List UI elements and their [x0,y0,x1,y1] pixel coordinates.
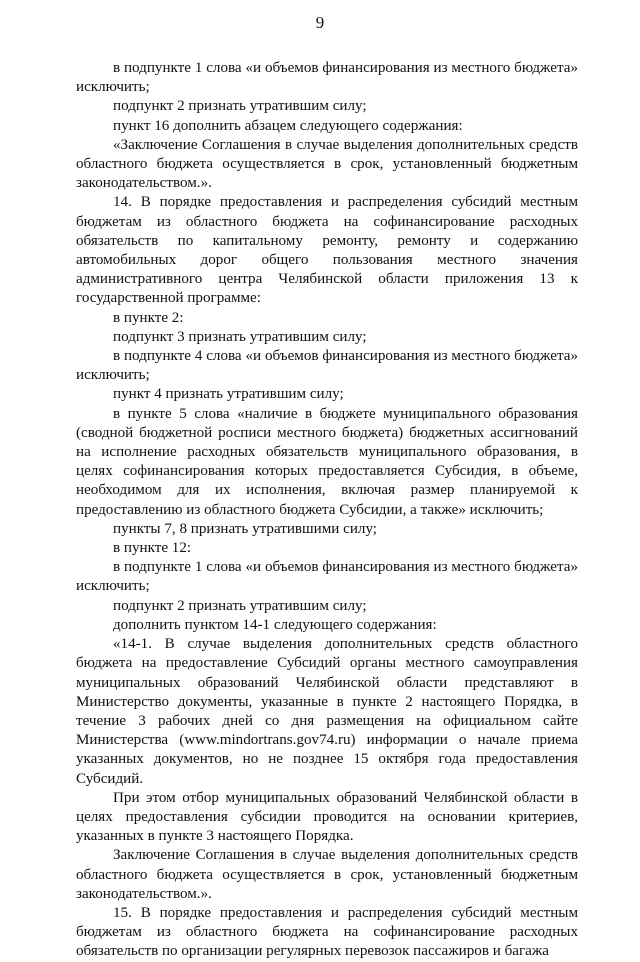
paragraph: в подпункте 1 слова «и объемов финансирования из местного бюджета» исключить; [76,60,578,96]
paragraph: в пункте 5 слова «наличие в бюджете муниципального образования (сводной бюджетной росписи местного бюджета) бюджетных ассигнований на исполнение расходных обязательств муниципального образования, в целях софинансирования которых предоставляется Субсидия, в объеме, необходимом для их исполнения, включая размер планируемой к предоставлению из областного бюджета Субсидии, а также» исключить; [76,405,578,518]
document-body [76,59,578,962]
paragraph: в пункте 12: [113,540,192,557]
paragraph: пункт 4 признать утратившим силу; [113,386,344,403]
paragraph: в подпункте 4 слова «и объемов финансирования из местного бюджета» исключить; [76,348,578,384]
paragraph: При этом отбор муниципальных образований Челябинской области в целях предоставления субсидии проводится на основании критериев, указанных в пункте 3 настоящего Порядка. [76,789,578,845]
paragraph: «14-1. В случае выделения дополнительных средств областного бюджета на предоставление Субсидий органы местного самоуправления муниципальных образований Челябинской области представляют в Министерство документы, указанные в пункте 2 настоящего Порядка, в течение 3 рабочих дней со дня размещения на официальном сайте Министерства (www.mindortrans.gov74.ru) информации о начале приема указанных документов, но не позднее 15 октября года предоставления Субсидий. [76,636,578,787]
paragraph: «Заключение Соглашения в случае выделения дополнительных средств областного бюджета осуществляется в срок, установленный бюджетным законодательством.». [76,136,578,192]
paragraph: 15. В порядке предоставления и распределения субсидий местным бюджетам из областного бюджета на софинансирование расходных обязательств по организации регулярных перевозок пассажиров и багажа [76,904,578,960]
paragraph: дополнить пунктом 14-1 следующего содержания: [113,616,437,633]
paragraph: в подпункте 1 слова «и объемов финансирования из местного бюджета» исключить; [76,559,578,595]
paragraph: Заключение Соглашения в случае выделения дополнительных средств областного бюджета осуществляется в срок, установленный бюджетным законодательством.». [76,847,578,902]
paragraph: подпункт 2 признать утратившим силу; [113,597,367,614]
paragraph: подпункт 3 признать утратившим силу; [113,328,367,345]
paragraph: 14. В порядке предоставления и распределения субсидий местным бюджетам из областного бюджета на софинансирование расходных обязательств по капитальному ремонту, ремонту и содержанию автомобильных дорог общего пользования местного значения административного центра Челябинской области приложения 13 к государственной программе: [76,194,578,307]
page-number: 9 [315,13,325,32]
paragraph: пункт 16 дополнить абзацем следующего содержания: [113,117,463,134]
paragraph: подпункт 2 признать утратившим силу; [113,98,367,115]
paragraph: в пункте 2: [113,309,184,326]
paragraph: пункты 7, 8 признать утратившими силу; [113,520,378,537]
